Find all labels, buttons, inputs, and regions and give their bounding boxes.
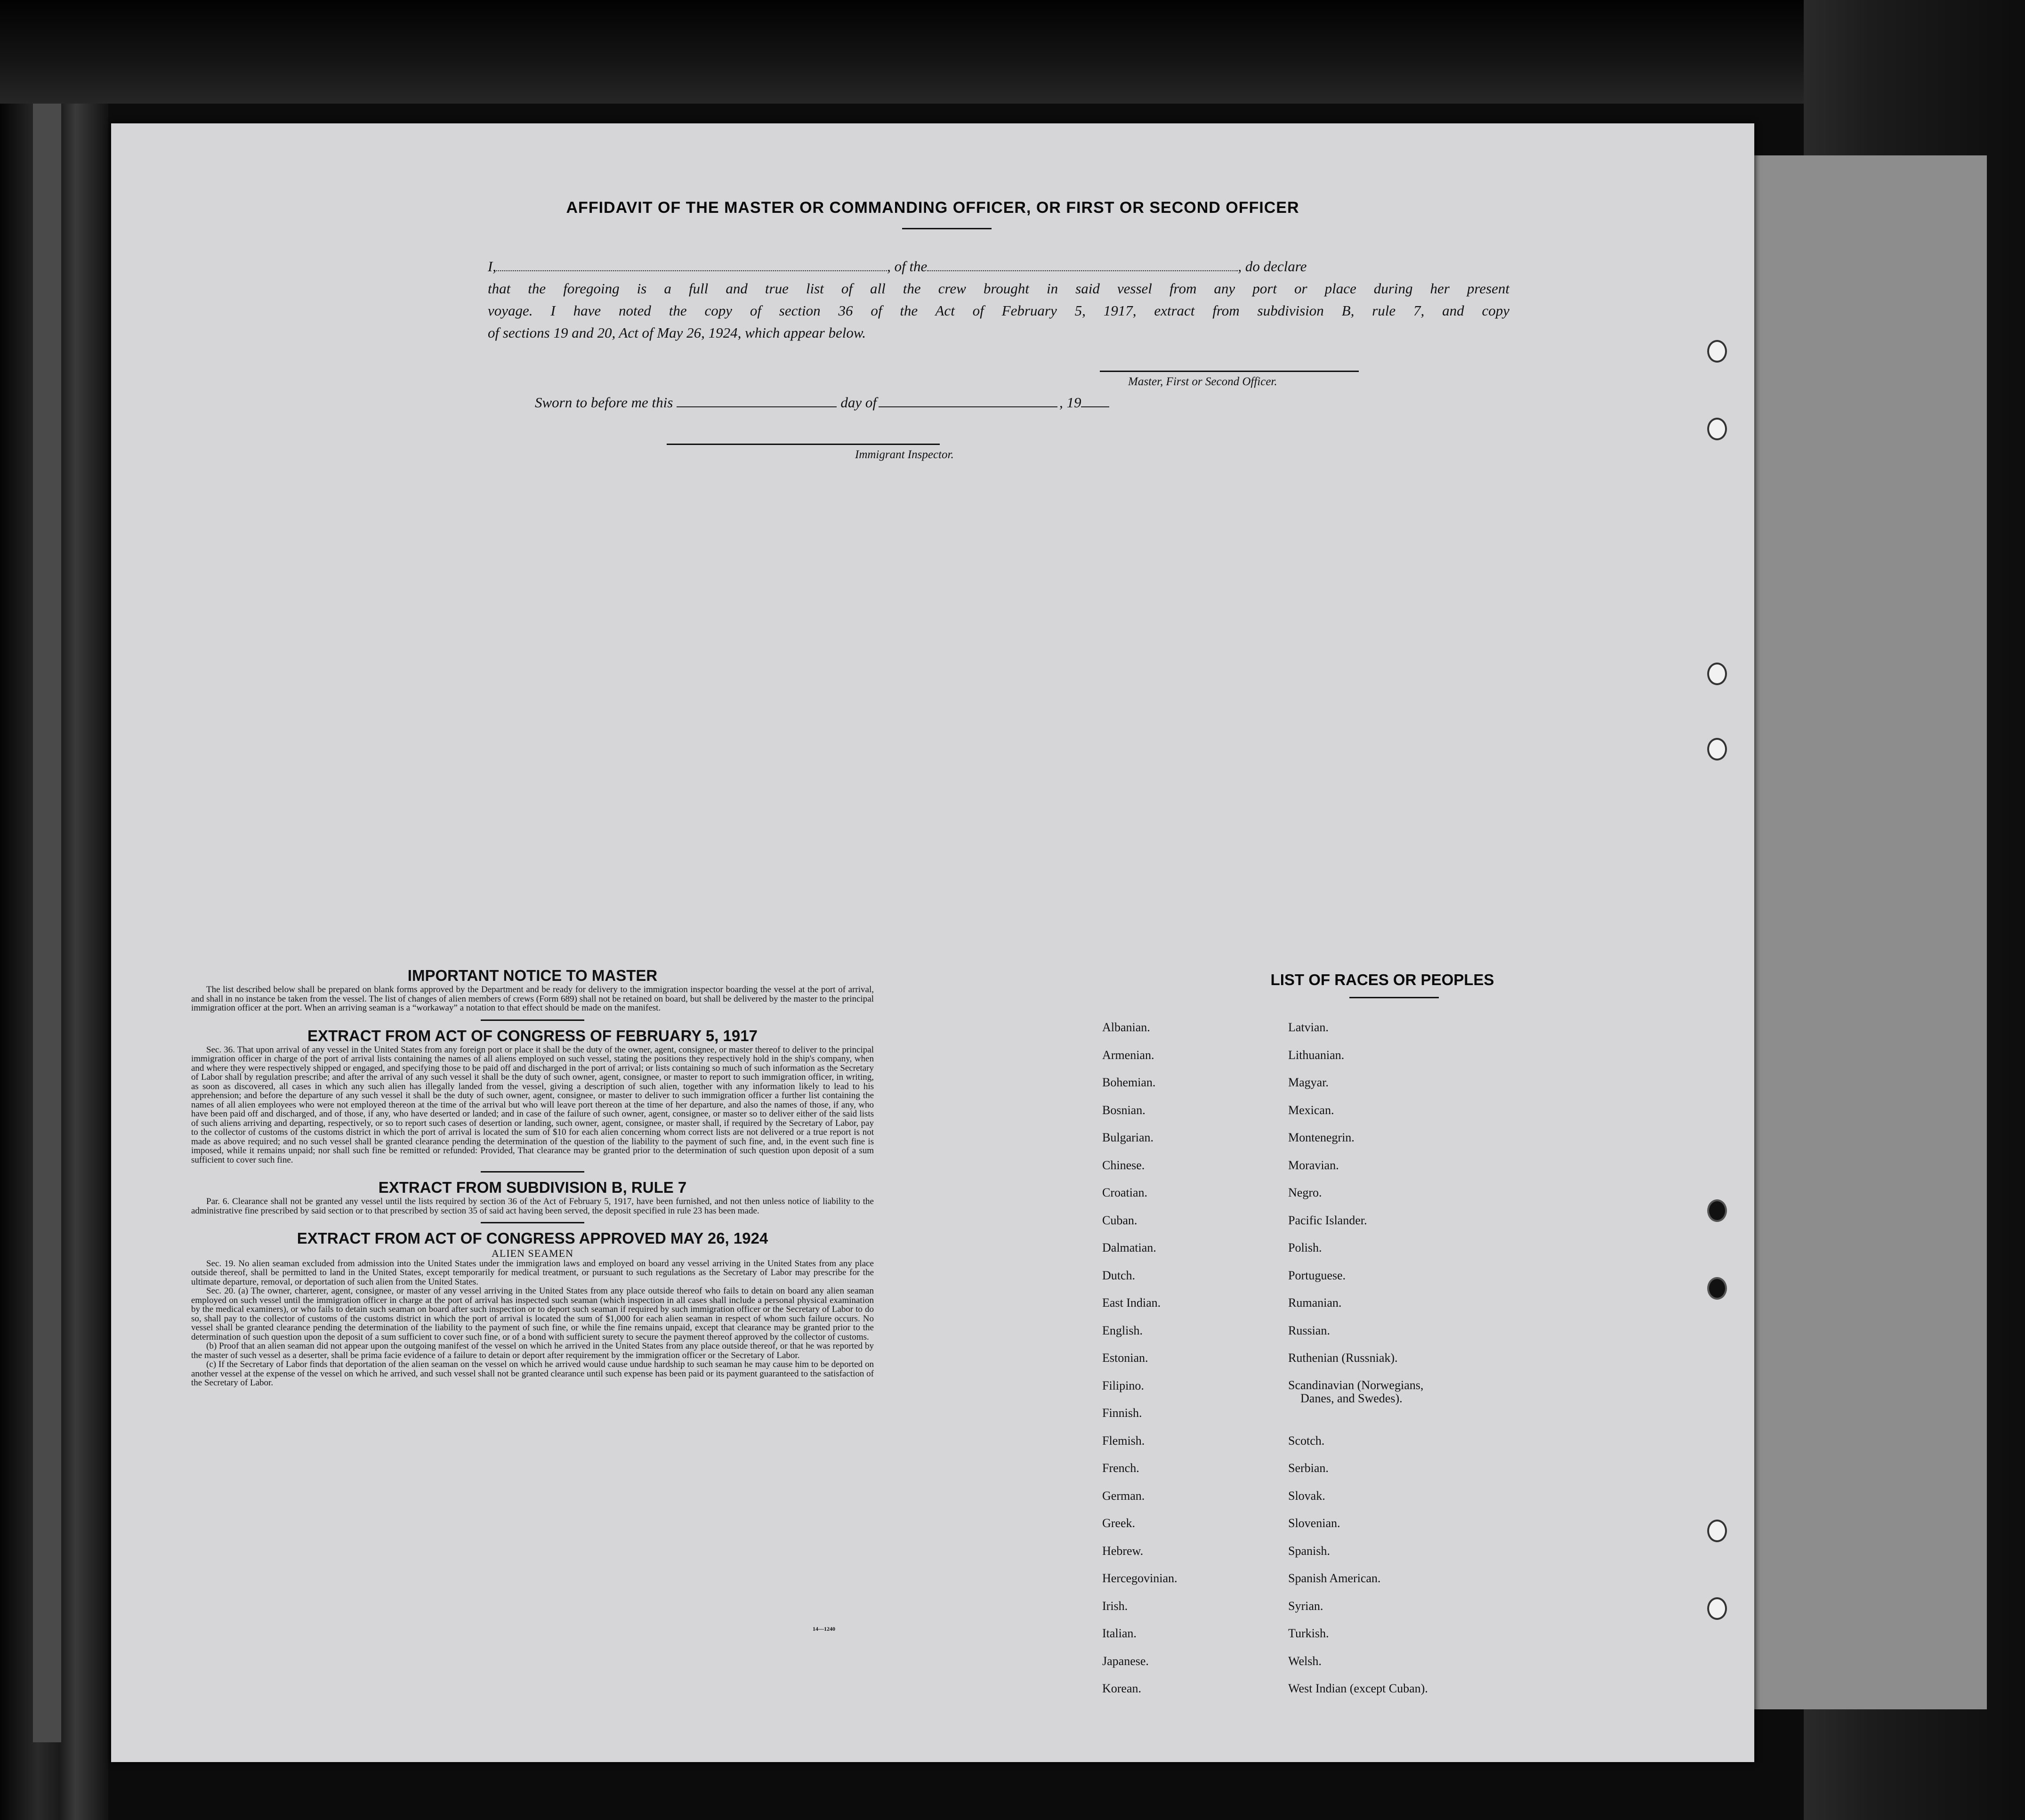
punch-hole (1707, 340, 1727, 363)
master-signature-line[interactable] (1100, 371, 1359, 372)
title-rule (902, 228, 992, 229)
race-item: Greek. (1102, 1516, 1136, 1530)
master-signature-label: Master, First or Second Officer. (1128, 375, 1277, 388)
extract2-title: EXTRACT FROM SUBDIVISION B, RULE 7 (378, 1179, 687, 1196)
race-item: East Indian. (1102, 1296, 1161, 1310)
extract3-subtitle: ALIEN SEAMEN (492, 1247, 573, 1259)
race-item: Albanian. (1102, 1020, 1150, 1034)
race-item: Pacific Islander. (1288, 1213, 1367, 1227)
document-page (111, 123, 1754, 1762)
race-item: Dutch. (1102, 1268, 1136, 1282)
punch-hole (1707, 1520, 1727, 1542)
race-item: Italian. (1102, 1626, 1137, 1640)
race-item: Bulgarian. (1102, 1131, 1154, 1144)
inspector-signature-line[interactable] (667, 444, 940, 445)
race-item: Lithuanian. (1288, 1048, 1345, 1062)
race-item: Cuban. (1102, 1213, 1138, 1227)
extract3-sec20a: Sec. 20. (a) The owner, charterer, agent, consignee, or master of any vessel arriving in the United States from any place outside thereof who fails to detain on board any alien seaman employed on such vessel until the immigration officer in charge at the port of arrival has inspected such seaman (which inspection in all cases shall include a personal physical examination by the medical examiners), or who fails to detain such seaman on board after such inspection or to deport such seaman if required by such immigration officer or the Secretary of Labor to do so, shall pay to the collector of customs of the customs district in which the port of arrival is located the sum of $1,000 for each alien seaman in respect of whom such failure occurs. No vessel shall be granted clearance pending the determination of the liability to the payment of such fine, or while the fine remains unpaid, except that clearance may be granted prior to the determination of such question upon the deposit of a sum sufficient to cover such fine, or of a bond with sufficient surety to secure the payment thereof approved by the collector of customs. (191, 1286, 874, 1342)
race-item: Montenegrin. (1288, 1131, 1355, 1144)
races-column-1 (1102, 1020, 1178, 1709)
sworn-text: Sworn to before me this (535, 394, 673, 411)
races-title: LIST OF RACES OR PEOPLES (1270, 971, 1494, 988)
notice-column (191, 966, 874, 1388)
race-item: Japanese. (1102, 1654, 1149, 1668)
punch-hole (1707, 1597, 1727, 1620)
race-item: Scotch. (1288, 1433, 1325, 1448)
race-item: Dalmatian. (1102, 1241, 1156, 1254)
race-item: Scandinavian (Norwegians, Danes, and Swedes). (1288, 1378, 1424, 1405)
race-item: Bohemian. (1102, 1076, 1156, 1089)
race-item: Ruthenian (Russniak). (1288, 1351, 1398, 1365)
races-column-2 (1288, 1020, 1428, 1709)
notice-body: The list described below shall be prepared on blank forms approved by the Department and be ready for delivery to the immigration inspector boarding the vessel at the port of arrival, and shall in no instance be taken from the vessel. The list of changes of alien members of crews (Form 689) shall not be retained on board, but shall be delivered by the master to the principal immigration officer at the port. When an arriving seaman is a “workaway” a notation to that effect should be made on the manifest. (191, 985, 874, 1013)
sworn-month-blank[interactable] (879, 396, 1057, 407)
sworn-text: , 19 (1059, 394, 1081, 411)
race-item: Slovenian. (1288, 1516, 1340, 1530)
race-item: Rumanian. (1288, 1296, 1342, 1310)
race-item: Spanish American. (1288, 1571, 1381, 1585)
race-item: French. (1102, 1461, 1139, 1475)
race-item: Irish. (1102, 1599, 1128, 1613)
race-item: Spanish. (1288, 1544, 1330, 1558)
extract3-sec20c: (c) If the Secretary of Labor finds that deportation of the alien seaman on the vessel on which he arrived would cause undue hardship to such seaman he may cause him to be deported on another vessel at the expense of the vessel on which he arrived, and such vessel shall not be granted clearance until such expense has been paid or its payment guaranteed to the satisfaction of the Secretary of Labor. (191, 1359, 874, 1388)
race-item: Chinese. (1102, 1158, 1145, 1172)
underlying-page (1742, 155, 1987, 1709)
section-rule (481, 1171, 584, 1173)
race-item: Slovak. (1288, 1488, 1325, 1503)
section-rule (481, 1222, 584, 1223)
races-title-rule (1349, 997, 1439, 998)
race-item: Serbian. (1288, 1461, 1329, 1475)
punch-hole (1707, 418, 1727, 440)
race-item: Armenian. (1102, 1048, 1154, 1062)
punch-hole (1707, 738, 1727, 760)
race-item: Flemish. (1102, 1433, 1145, 1448)
race-item: Negro. (1288, 1186, 1322, 1199)
race-item: Finnish. (1102, 1406, 1142, 1420)
race-item: Latvian. (1288, 1020, 1329, 1034)
race-item: English. (1102, 1323, 1143, 1337)
race-item: Hercegovinian. (1102, 1571, 1178, 1585)
punch-hole (1707, 1277, 1727, 1300)
race-item: Hebrew. (1102, 1544, 1144, 1558)
sworn-line (535, 394, 1109, 411)
affidavit-body (488, 255, 1509, 344)
scan-border-top (0, 0, 2025, 104)
affidavit-text: I, (488, 258, 497, 275)
race-item: West Indian (except Cuban). (1288, 1682, 1428, 1695)
extract2-body: Par. 6. Clearance shall not be granted any vessel until the lists required by section 36 of the Act of February 5, 1917, have been furnished, and not then unless notice of liability to the administrative fine prescribed by said section or to that prescribed by section 35 of said act having been served, the deposit specified in rule 23 has been made. (191, 1197, 874, 1216)
race-item: Welsh. (1288, 1654, 1322, 1668)
punch-hole (1707, 1199, 1727, 1222)
race-item: Syrian. (1288, 1599, 1323, 1613)
affidavit-line-2: that the foregoing is a full and true list of all the crew brought in said vessel from any port or place during her present (488, 280, 1509, 297)
race-item: Portuguese. (1288, 1268, 1346, 1282)
sworn-day-blank[interactable] (677, 396, 837, 407)
scan-border-strip (33, 94, 61, 1742)
affidavit-line-3: voyage. I have noted the copy of section 36 of the Act of February 5, 1917, extract from subdivision B, rule 7, and copy (488, 302, 1509, 319)
affidavit-line-4: of sections 19 and 20, Act of May 26, 1924, which appear below. (488, 324, 866, 341)
race-item: Filipino. (1102, 1378, 1144, 1392)
race-item: Polish. (1288, 1241, 1322, 1254)
race-item: German. (1102, 1488, 1145, 1503)
race-item: Turkish. (1288, 1626, 1329, 1640)
race-item: Croatian. (1102, 1186, 1148, 1199)
form-number: 14—1240 (813, 1626, 835, 1632)
race-item: Estonian. (1102, 1351, 1148, 1365)
affidavit-text: , do declare (1238, 258, 1307, 275)
inspector-label: Immigrant Inspector. (855, 448, 954, 461)
affidavit-title: AFFIDAVIT OF THE MASTER OR COMMANDING OFFICER, OR FIRST OR SECOND OFFICER (566, 199, 1299, 217)
affidavit-text: , of the (887, 258, 928, 275)
notice-title: IMPORTANT NOTICE TO MASTER (407, 967, 658, 984)
affidavit-line-1 (488, 255, 1509, 277)
race-item: Mexican. (1288, 1103, 1334, 1117)
sworn-year-blank[interactable] (1081, 396, 1109, 407)
sworn-text: day of (840, 394, 877, 411)
race-item: Moravian. (1288, 1158, 1339, 1172)
race-item: Korean. (1102, 1682, 1142, 1695)
extract1-body: Sec. 36. That upon arrival of any vessel in the United States from any foreign port or place it shall be the duty of the owner, agent, consignee, or master thereof to deliver to the principal immigration officer in charge of the port of arrival lists containing the names of all aliens employed on such vessel, stating the positions they respectively hold in the ship's company, when and where they were respectively shipped or engaged, and specifying those to be paid off and discharged in the port of arrival; or lists containing so much of such information as the Secretary of Labor shall by regulation prescribe; and after the arrival of any such vessel it shall be the duty of such owner, agent, consignee, or master to report to such immigration officer, in writing, as soon as discovered, all cases in which any such alien has illegally landed from the vessel, giving a description of such alien, together with any information likely to lead to his apprehension; and before the departure of any such vessel it shall be the duty of such owner, agent, consignee, or master to deliver to such immigration officer a further list containing the names of all alien employees who were not employed thereon at the time of the arrival but who will leave port thereon at the time of her departure, and also the names of those, if any, who have been paid off and discharged, and of those, if any, who have deserted or landed; and in case of the failure of such owner, agent, consignee, or master so to deliver either of the said lists of such aliens arriving and departing, respectively, or so to report such cases of desertion or landing, such owner, agent, consignee, or master shall, if required by the Secretary of Labor, pay to the collector of customs of the customs district in which the port of arrival is located the sum of $10 for each alien concerning whom correct lists are not delivered or a true report is not made as above required; and no such vessel shall be granted clearance pending the determination of the question of the liability to the payment of such fine, and, in the event such fine is imposed, while it remains unpaid; nor shall such fine be remitted or refunded: Provided, That clearance may be granted prior to the determination of such question upon deposit of a sum sufficient to cover such fine. (191, 1044, 874, 1165)
section-rule (481, 1019, 584, 1021)
race-item: Bosnian. (1102, 1103, 1146, 1117)
extract1-title: EXTRACT FROM ACT OF CONGRESS OF FEBRUARY 5, 1917 (307, 1027, 758, 1044)
extract3-title: EXTRACT FROM ACT OF CONGRESS APPROVED MAY 26, 1924 (297, 1230, 768, 1247)
punch-hole (1707, 663, 1727, 685)
race-item: Magyar. (1288, 1076, 1329, 1089)
extract3-sec20b: (b) Proof that an alien seaman did not appear upon the outgoing manifest of the vessel on which he arrived in the United States from any place outside thereof, or that he was reported by the master of such vessel as a deserter, shall be prima facie evidence of a failure to detain or deport after requirement by the immigration officer or the Secretary of Labor. (191, 1341, 874, 1360)
extract3-sec19: Sec. 19. No alien seaman excluded from admission into the United States under the immigration laws and employed on board any vessel arriving in the United States from any place outside thereof, shall be permitted to land in the United States, except temporarily for medical treatment, or pursuant to such regulations as the Secretary of Labor may prescribe for the ultimate departure, removal, or deportation of such alien from the United States. (191, 1258, 874, 1287)
vessel-blank[interactable] (927, 260, 1238, 271)
name-blank[interactable] (496, 260, 887, 271)
race-item: Russian. (1288, 1323, 1330, 1337)
